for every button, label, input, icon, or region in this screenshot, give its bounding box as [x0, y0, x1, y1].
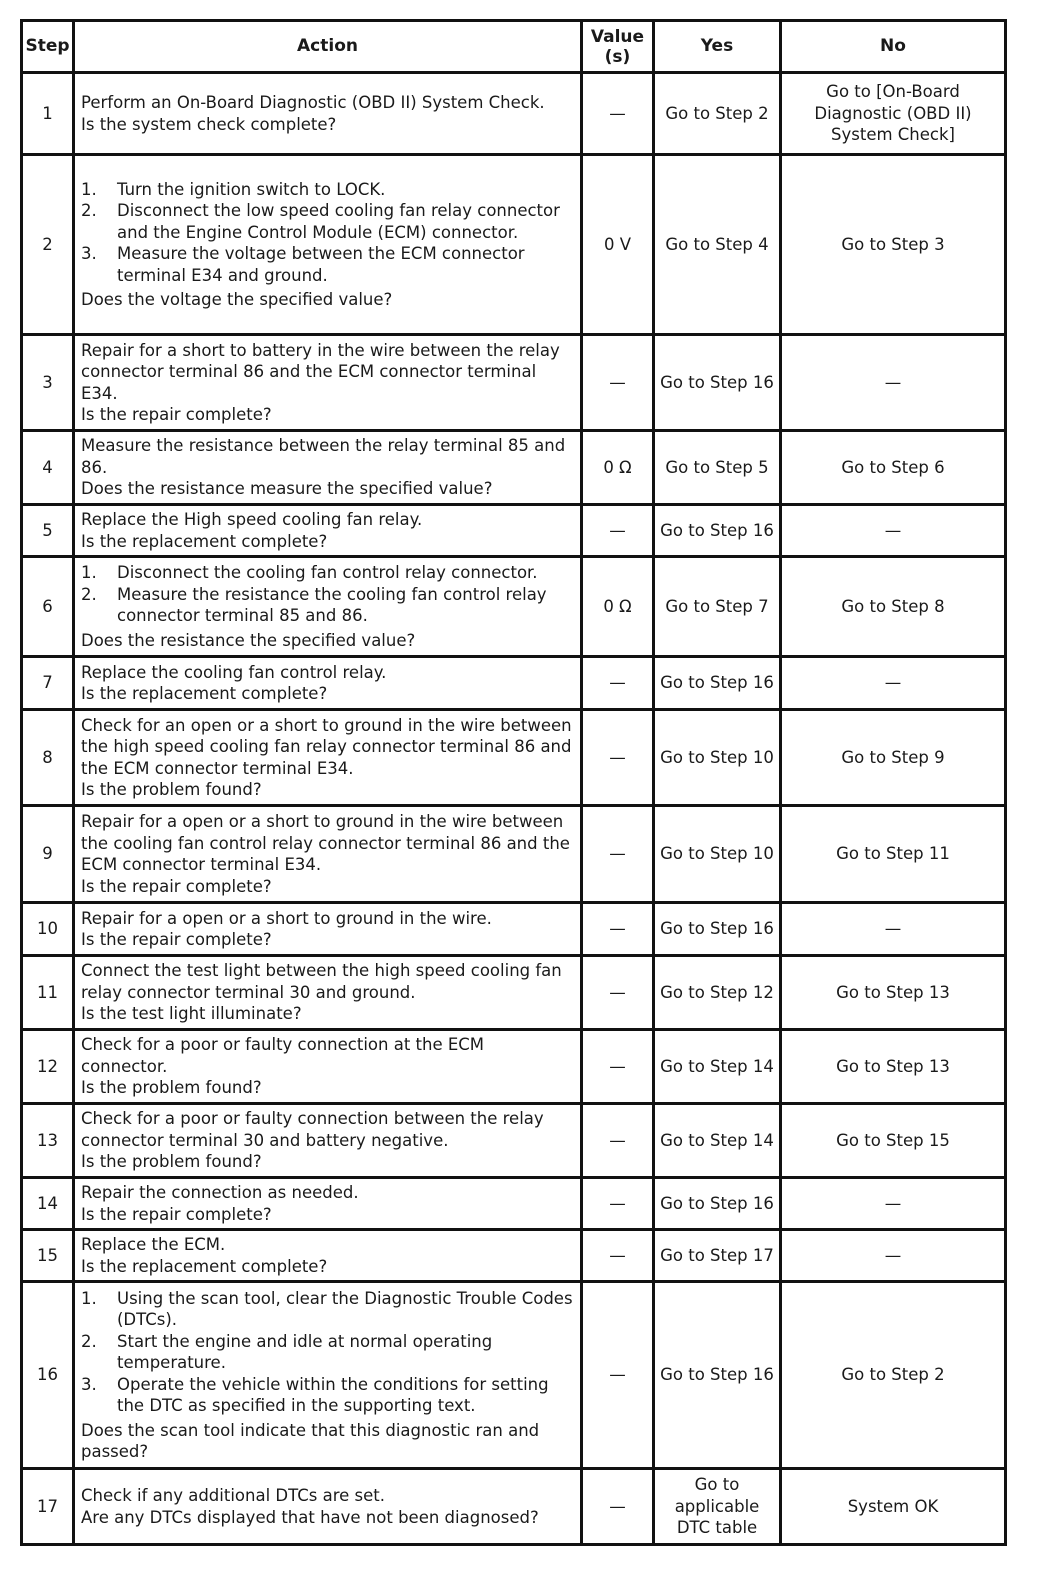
action-cell — [74, 1030, 582, 1104]
header-value: Value (s) — [582, 21, 654, 73]
action-prompt: Is the replacement complete? — [81, 531, 328, 551]
yes-cell: Go to Step 2 — [654, 73, 781, 155]
action-instruction: Measure the resistance between the relay terminal 85 and 86. — [81, 436, 566, 477]
step-number: 17 — [22, 1469, 74, 1545]
action-prompt: Is the repair complete? — [81, 930, 272, 949]
yes-cell: Go to Step 16 — [654, 903, 781, 956]
action-instruction: Repair for a open or a short to ground in the wire. — [81, 908, 492, 928]
action-cell — [74, 431, 582, 505]
value-cell: — — [582, 657, 654, 710]
value-cell: — — [582, 335, 654, 431]
table-row — [22, 1178, 1006, 1230]
value-cell: — — [582, 1469, 654, 1545]
no-cell: Go to Step 6 — [781, 431, 1006, 505]
action-cell — [74, 903, 582, 956]
no-cell: — — [781, 1178, 1006, 1230]
step-number: 8 — [22, 710, 74, 806]
yes-cell: Go to Step 16 — [654, 1282, 781, 1469]
yes-cell: Go to Step 10 — [654, 806, 781, 903]
substep-item: Measure the voltage between the ECM connector terminal E34 and ground. — [117, 244, 525, 285]
action-prompt: Is the test light illuminate? — [81, 1004, 302, 1024]
action-prompt: Is the problem found? — [81, 1152, 262, 1172]
no-cell: Go to Step 13 — [781, 956, 1006, 1030]
table-row — [22, 335, 1006, 431]
substep-list — [81, 1288, 574, 1417]
no-cell: Go to Step 9 — [781, 710, 1006, 806]
no-cell: Go to Step 11 — [781, 806, 1006, 903]
value-cell: — — [582, 505, 654, 557]
action-cell — [74, 1282, 582, 1469]
step-number: 16 — [22, 1282, 74, 1469]
no-cell: — — [781, 335, 1006, 431]
yes-cell: Go to Step 5 — [654, 431, 781, 505]
action-prompt: Are any DTCs displayed that have not been diagnosed? — [81, 1507, 539, 1527]
substep-item: Start the engine and idle at normal operating temperature. — [117, 1331, 493, 1372]
no-cell: Go to Step 13 — [781, 1030, 1006, 1104]
action-instruction: Connect the test light between the high speed cooling fan relay connector terminal 30 and ground. — [81, 961, 562, 1002]
diagnostic-table — [20, 19, 1007, 1546]
table-row — [22, 1030, 1006, 1104]
yes-cell: Go to Step 10 — [654, 710, 781, 806]
no-cell: — — [781, 1230, 1006, 1282]
table-row — [22, 557, 1006, 657]
step-number: 12 — [22, 1030, 74, 1104]
no-cell: Go to Step 2 — [781, 1282, 1006, 1469]
yes-cell: Go to Step 16 — [654, 505, 781, 557]
action-prompt: Is the replacement complete? — [81, 1256, 328, 1276]
action-prompt: Is the replacement complete? — [81, 684, 328, 703]
value-cell: — — [582, 1178, 654, 1230]
substep-item: Operate the vehicle within the conditions for setting the DTC as specified in the supporting text. — [117, 1374, 549, 1415]
value-cell: — — [582, 1230, 654, 1282]
no-cell: Go to [On-Board Diagnostic (OBD II) System Check] — [781, 73, 1006, 155]
substep-item: Measure the resistance the cooling fan control relay connector terminal 85 and 86. — [117, 584, 547, 625]
value-cell: 0 Ω — [582, 431, 654, 505]
action-cell — [74, 956, 582, 1030]
action-instruction: Check for a poor or faulty connection between the relay connector terminal 30 and battery negative. — [81, 1109, 544, 1150]
action-instruction: Repair the connection as needed. — [81, 1183, 359, 1202]
table-row — [22, 1104, 1006, 1178]
yes-cell: Go to Step 14 — [654, 1030, 781, 1104]
no-cell: System OK — [781, 1469, 1006, 1545]
value-cell: — — [582, 73, 654, 155]
value-cell: — — [582, 1030, 654, 1104]
action-instruction: Repair for a open or a short to ground in the wire between the cooling fan control relay connector terminal 86 and the ECM connector terminal E34. — [81, 812, 570, 874]
action-prompt: Does the voltage the specified value? — [81, 290, 393, 309]
header-yes: Yes — [654, 21, 781, 73]
table-row — [22, 505, 1006, 557]
action-cell — [74, 335, 582, 431]
value-cell: — — [582, 956, 654, 1030]
no-cell: Go to Step 15 — [781, 1104, 1006, 1178]
action-prompt: Does the scan tool indicate that this diagnostic ran and passed? — [81, 1420, 540, 1461]
yes-cell: Go to Step 14 — [654, 1104, 781, 1178]
value-cell: 0 Ω — [582, 557, 654, 657]
header-step: Step — [22, 21, 74, 73]
step-number: 4 — [22, 431, 74, 505]
step-number: 14 — [22, 1178, 74, 1230]
action-instruction: Repair for a short to battery in the wire between the relay connector terminal 86 and the ECM connector terminal E34. — [81, 340, 560, 403]
action-cell — [74, 1469, 582, 1545]
action-cell — [74, 557, 582, 657]
yes-cell: Go to Step 12 — [654, 956, 781, 1030]
action-cell — [74, 710, 582, 806]
action-prompt: Is the problem found? — [81, 780, 262, 799]
table-row — [22, 1282, 1006, 1469]
table-row — [22, 657, 1006, 710]
table-row — [22, 710, 1006, 806]
action-instruction: Replace the High speed cooling fan relay. — [81, 510, 423, 529]
action-cell — [74, 806, 582, 903]
action-prompt: Is the repair complete? — [81, 1204, 272, 1224]
table-row — [22, 431, 1006, 505]
no-cell: Go to Step 3 — [781, 155, 1006, 335]
step-number: 10 — [22, 903, 74, 956]
value-cell: — — [582, 806, 654, 903]
step-number: 3 — [22, 335, 74, 431]
action-prompt: Is the repair complete? — [81, 405, 272, 424]
action-instruction: Replace the ECM. — [81, 1235, 226, 1254]
step-number: 13 — [22, 1104, 74, 1178]
yes-cell: Go to applicable DTC table — [654, 1469, 781, 1545]
header-row — [22, 21, 1006, 73]
action-instruction: Replace the cooling fan control relay. — [81, 662, 387, 682]
substep-item: Turn the ignition switch to LOCK. — [117, 179, 386, 199]
action-instruction: Check for a poor or faulty connection at the ECM connector. — [81, 1035, 485, 1076]
substep-item: Disconnect the low speed cooling fan relay connector and the Engine Control Module (ECM) connector. — [117, 201, 560, 242]
value-cell: — — [582, 1104, 654, 1178]
table-row — [22, 956, 1006, 1030]
substep-item: Using the scan tool, clear the Diagnostic Trouble Codes (DTCs). — [117, 1288, 573, 1329]
value-cell: — — [582, 903, 654, 956]
action-instruction: Check for an open or a short to ground in the wire between the high speed cooling fan relay connector terminal 86 and the ECM connector terminal E34. — [81, 715, 572, 778]
yes-cell: Go to Step 4 — [654, 155, 781, 335]
table-row — [22, 1469, 1006, 1545]
yes-cell: Go to Step 7 — [654, 557, 781, 657]
no-cell: — — [781, 657, 1006, 710]
table-row — [22, 903, 1006, 956]
step-number: 2 — [22, 155, 74, 335]
action-cell — [74, 1104, 582, 1178]
substep-list — [81, 179, 574, 287]
step-number: 5 — [22, 505, 74, 557]
value-cell: — — [582, 710, 654, 806]
step-number: 7 — [22, 657, 74, 710]
action-cell — [74, 73, 582, 155]
step-number: 15 — [22, 1230, 74, 1282]
step-number: 11 — [22, 956, 74, 1030]
substep-item: Disconnect the cooling fan control relay connector. — [117, 563, 538, 582]
step-number: 9 — [22, 806, 74, 903]
yes-cell: Go to Step 16 — [654, 335, 781, 431]
header-no: No — [781, 21, 1006, 73]
action-prompt: Is the repair complete? — [81, 876, 272, 896]
table-row — [22, 73, 1006, 155]
yes-cell: Go to Step 16 — [654, 657, 781, 710]
action-cell — [74, 505, 582, 557]
header-action: Action — [74, 21, 582, 73]
yes-cell: Go to Step 16 — [654, 1178, 781, 1230]
no-cell: Go to Step 8 — [781, 557, 1006, 657]
action-prompt: Is the problem found? — [81, 1078, 262, 1098]
action-instruction: Perform an On-Board Diagnostic (OBD II) System Check. — [81, 93, 545, 112]
no-cell: — — [781, 505, 1006, 557]
yes-cell: Go to Step 17 — [654, 1230, 781, 1282]
table-row — [22, 155, 1006, 335]
action-cell — [74, 1230, 582, 1282]
action-prompt: Does the resistance the specified value? — [81, 630, 416, 650]
step-number: 1 — [22, 73, 74, 155]
no-cell: — — [781, 903, 1006, 956]
table-row — [22, 806, 1006, 903]
action-prompt: Is the system check complete? — [81, 114, 337, 134]
step-number: 6 — [22, 557, 74, 657]
action-cell — [74, 155, 582, 335]
action-instruction: Check if any additional DTCs are set. — [81, 1486, 385, 1505]
substep-list — [81, 562, 574, 627]
table-row — [22, 1230, 1006, 1282]
value-cell: 0 V — [582, 155, 654, 335]
action-cell — [74, 1178, 582, 1230]
action-cell — [74, 657, 582, 710]
value-cell: — — [582, 1282, 654, 1469]
action-prompt: Does the resistance measure the specified value? — [81, 479, 493, 499]
